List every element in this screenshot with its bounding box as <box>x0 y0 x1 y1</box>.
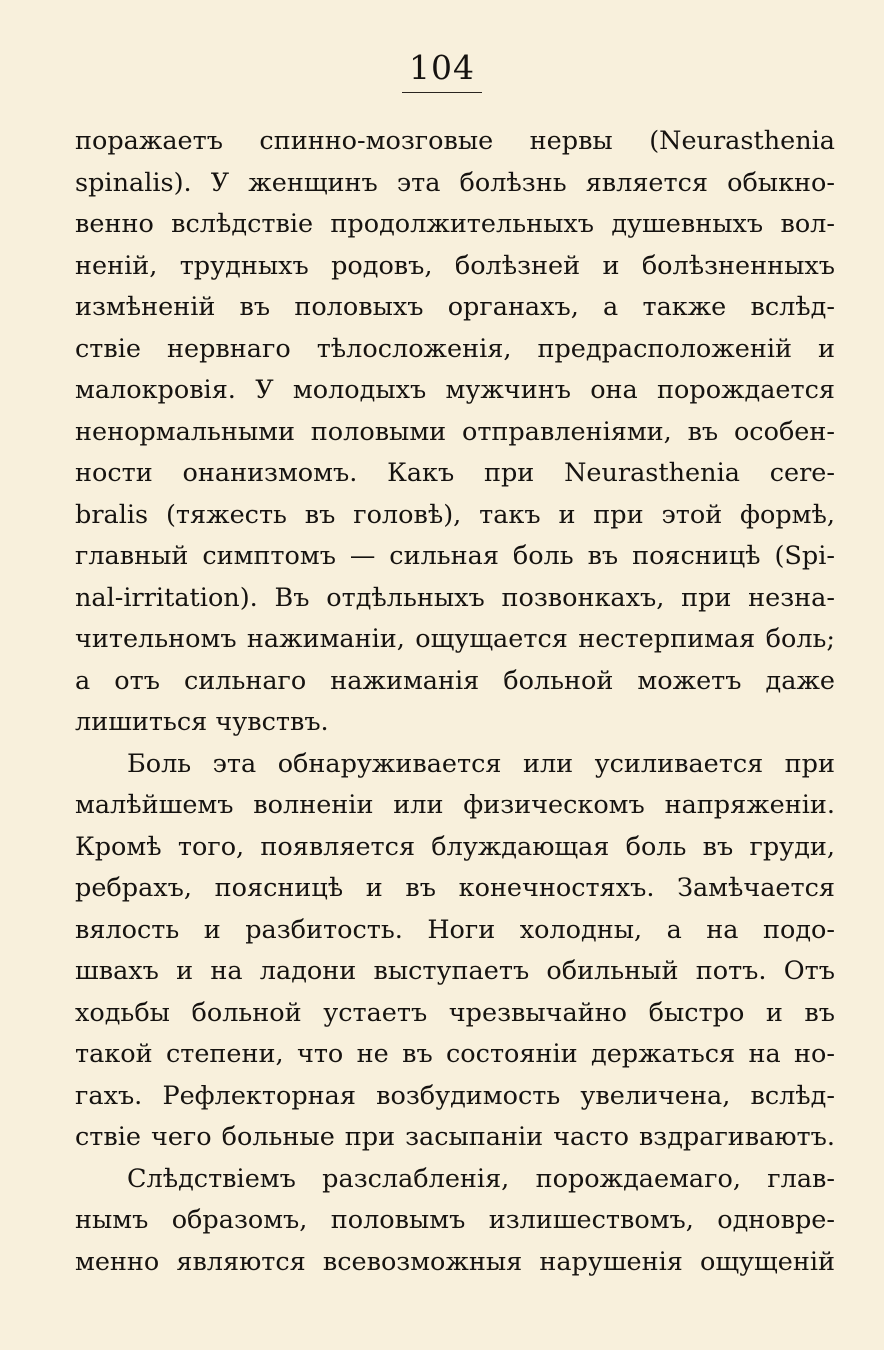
text-line: нымъ образомъ, половымъ излишествомъ, одновре- <box>75 1205 835 1235</box>
text-line: ствіе нервнаго тѣлосложенія, предрасположеній и <box>75 333 835 364</box>
text-line: измѣненій въ половыхъ органахъ, а также вслѣд- <box>75 292 835 322</box>
page-number: 104 <box>409 48 475 87</box>
text-line: Кромѣ того, появляется блуждающая боль въ груди, <box>75 831 835 862</box>
paragraph-start-line: Слѣдствіемъ разслабленія, порождаемаго, глав- <box>127 1163 835 1194</box>
body-text <box>75 121 835 1283</box>
paragraph-start-line: Боль эта обнаруживается или усиливается при <box>127 748 835 779</box>
text-line: ненормальными половыми отправленіями, въ особен- <box>75 416 835 447</box>
text-line: малокровія. У молодыхъ мужчинъ она порождается <box>75 375 835 405</box>
text-line: главный симптомъ — сильная боль въ поясницѣ (Spi- <box>75 541 835 571</box>
text-line: чительномъ нажиманіи, ощущается нестерпимая боль; <box>75 624 835 654</box>
text-line: поражаетъ спинно-мозговые нервы (Neurasthenia <box>75 126 835 156</box>
text-line: неній, трудныхъ родовъ, болѣзней и болѣзненныхъ <box>75 250 835 281</box>
text-line: bralis (тяжесть въ головѣ), такъ и при этой формѣ, <box>75 499 835 530</box>
text-line: ности онанизмомъ. Какъ при Neurasthenia cere- <box>75 458 835 488</box>
text-line: гахъ. Рефлекторная возбудимость увеличена, вслѣд- <box>75 1080 835 1111</box>
text-line: а отъ сильнаго нажиманія больной можетъ даже <box>75 665 835 696</box>
text-line: nal-irritation). Въ отдѣльныхъ позвонкахъ, при незна- <box>75 582 835 613</box>
text-line: ствіе чего больные при засыпаніи часто вздрагиваютъ. <box>75 1122 835 1152</box>
page-number-rule <box>402 92 482 93</box>
text-line: такой степени, что не въ состояніи держаться на но- <box>75 1039 835 1069</box>
text-line: spinalis). У женщинъ эта болѣзнь является обыкно- <box>75 167 835 198</box>
text-line: ходьбы больной устаетъ чрезвычайно быстро и въ <box>75 997 835 1028</box>
text-line: лишиться чувствъ. <box>75 707 329 737</box>
text-line: венно вслѣдствіе продолжительныхъ душевныхъ вол- <box>75 209 835 239</box>
text-line: менно являются всевозможныя нарушенія ощущеній <box>75 1246 835 1277</box>
text-line: малѣйшемъ волненіи или физическомъ напряженіи. <box>75 790 835 820</box>
text-line: ребрахъ, поясницѣ и въ конечностяхъ. Замѣчается <box>75 873 835 903</box>
text-line: вялость и разбитость. Ноги холодны, а на подо- <box>75 914 835 945</box>
text-line: швахъ и на ладони выступаетъ обильный потъ. Отъ <box>75 956 835 986</box>
